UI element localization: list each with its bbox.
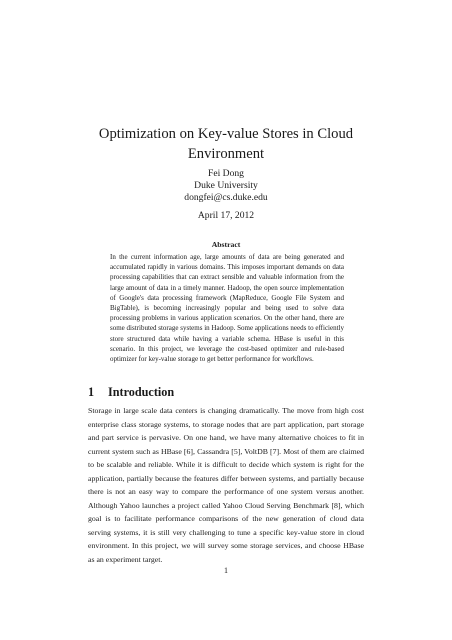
page-number: 1: [224, 566, 228, 575]
abstract-text: In the current information age, large amounts of data are being generated and accumulated rapidly in various domains. This imposes important demands on data processing capabilities that can extract sensible and valuable information from the large amount of data in a timely manner. Hadoop, the open source implementation of Google's data processing framework (MapReduce, Google File System and BigTable), is becoming increasingly popular and being used to solve data processing problems in various application scenarios. On the other hand, there are some distributed storage systems in Hadoop. Some applications needs to efficiently store structured data while having a variable schema. HBase is useful in this scenario. In this project, we leverage the cost-based optimizer and rule-based optimizer for key-value storage to get better performance for workflows.: [110, 253, 344, 364]
author-affiliation: Duke University: [194, 180, 258, 191]
author-name: Fei Dong: [208, 168, 244, 179]
abstract-heading: Abstract: [211, 240, 241, 249]
section-title: Introduction: [108, 385, 175, 399]
author-email: dongfei@cs.duke.edu: [184, 192, 268, 203]
section-body-text: Storage in large scale data centers is changing dramatically. The move from high cost enterprise class storage systems, to storage nodes that are part application, part storage and part service is pervasive. On one hand, we have many alternative choices to fit in current system such as HBase [6], Cassandra [5], VoltDB [7]. Most of them are claimed to be scalable and reliable. While it is difficult to decide which system is right for the application, partially because the features differ between systems, and partially because there is not an easy way to compare the performance of one system versus another. Although Yahoo launches a project called Yahoo Cloud Serving Benchmark [8], which goal is to facilitate performance comparisons of the new generation of cloud data serving systems, it is still very challenging to tune a specific key-value store in cloud environment. In this project, we will survey some storage services, and choose HBase as an experiment target.: [88, 406, 364, 564]
author-block: [60, 168, 392, 204]
paper-date: April 17, 2012: [197, 210, 255, 221]
section-number: 1: [88, 385, 95, 399]
section-heading: [88, 385, 174, 400]
paper-title: Optimization on Key-value Stores in Cloud Environment: [98, 126, 354, 162]
